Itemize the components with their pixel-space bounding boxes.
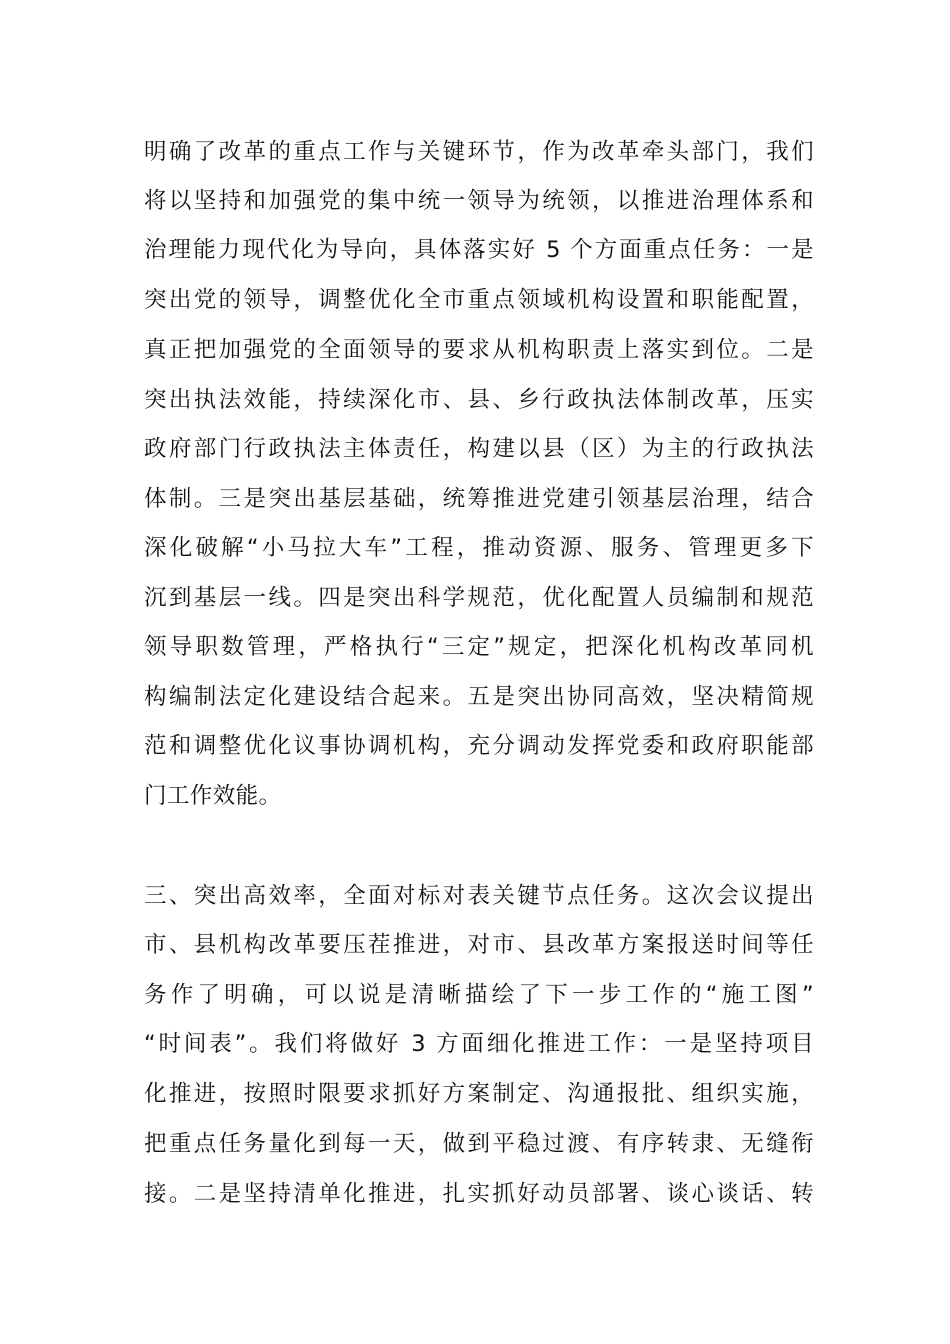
text-line: 范和调整优化议事协调机构，充分调动发挥党委和政府职能部 [144,733,814,759]
text-line: 政府部门行政执法主体责任，构建以县（区）为主的行政执法 [144,436,814,462]
text-line: 明确了改革的重点工作与关键环节，作为改革牵头部门，我们 [144,139,814,165]
text-line: 真正把加强党的全面领导的要求从机构职责上落实到位。二是 [144,337,814,363]
text-line: 突出执法效能，持续深化市、县、乡行政执法体制改革，压实 [144,387,814,413]
text-line: 治理能力现代化为导向，具体落实好 5 个方面重点任务：一是 [144,237,814,263]
text-line: 接。二是坚持清单化推进，扎实抓好动员部署、谈心谈话、转 [144,1181,814,1207]
text-line: 将以坚持和加强党的集中统一领导为统领，以推进治理体系和 [144,188,814,214]
text-line: 领导职数管理，严格执行“三定”规定，把深化机构改革同机 [144,634,814,660]
text-line: 把重点任务量化到每一天，做到平稳过渡、有序转隶、无缝衔 [144,1131,814,1157]
text-line: 突出党的领导，调整优化全市重点领域机构设置和职能配置， [144,287,814,313]
text-line: 门工作效能。 [144,783,282,809]
text-line: 体制。三是突出基层基础，统筹推进党建引领基层治理，结合 [144,486,814,512]
text-line: 化推进，按照时限要求抓好方案制定、沟通报批、组织实施， [144,1081,814,1107]
text-line: “时间表”。我们将做好 3 方面细化推进工作：一是坚持项目 [144,1031,814,1057]
text-line: 构编制法定化建设结合起来。五是突出协同高效，坚决精简规 [144,684,814,710]
text-line: 务作了明确，可以说是清晰描绘了下一步工作的“施工图” [144,982,814,1008]
text-line: 市、县机构改革要压茬推进，对市、县改革方案报送时间等任 [144,932,814,958]
text-line: 三、突出高效率，全面对标对表关键节点任务。这次会议提出 [144,883,814,909]
text-line: 深化破解“小马拉大车”工程，推动资源、服务、管理更多下 [144,535,814,561]
text-line: 沉到基层一线。四是突出科学规范，优化配置人员编制和规范 [144,585,814,611]
